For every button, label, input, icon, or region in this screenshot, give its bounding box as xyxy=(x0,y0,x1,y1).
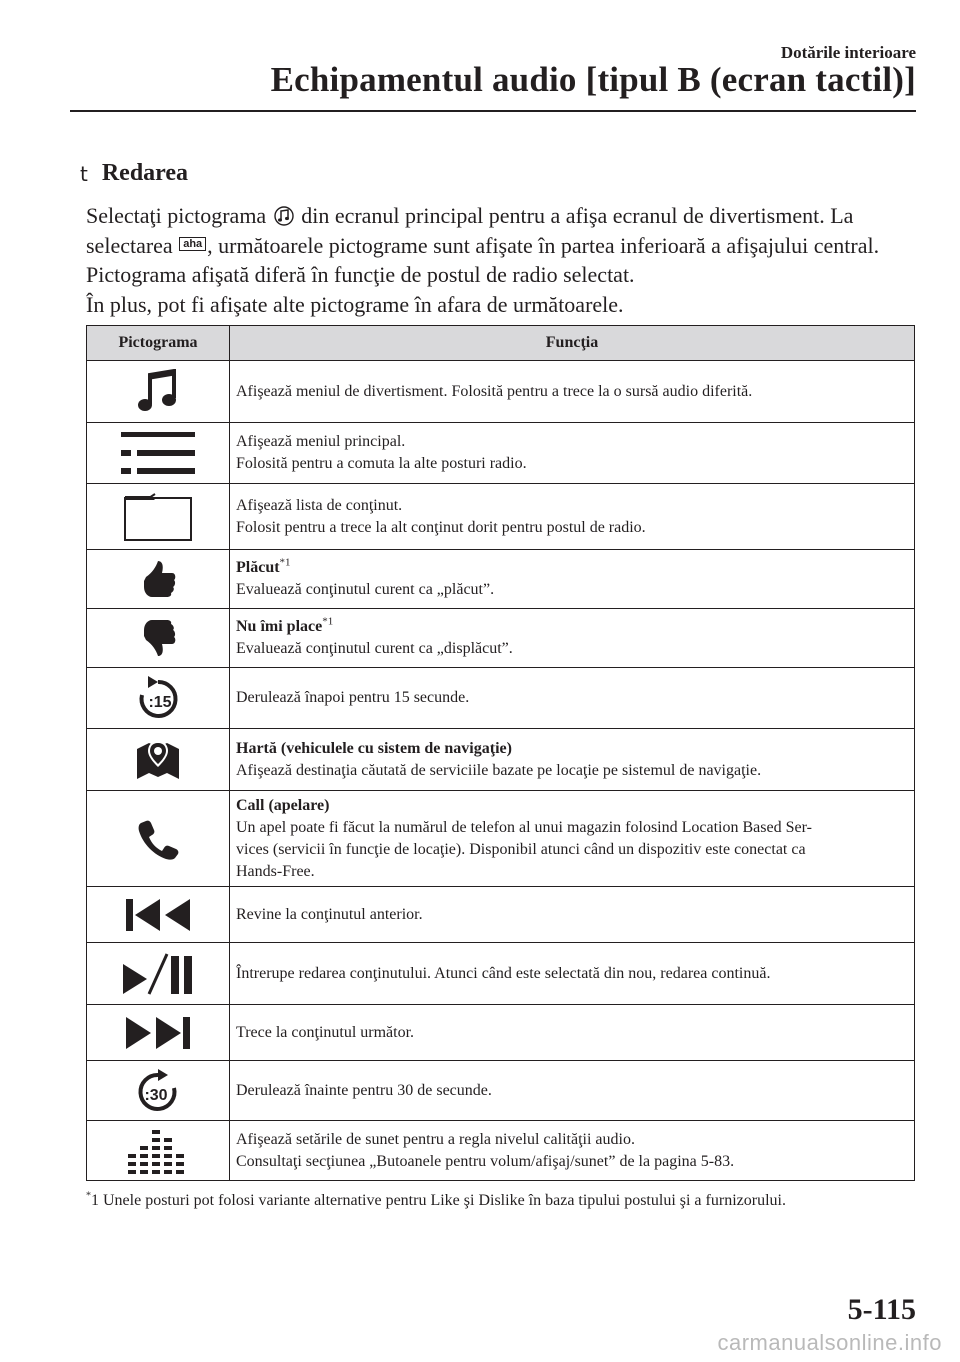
forward-30-label: :30 xyxy=(144,1086,168,1104)
function-cell xyxy=(230,1121,915,1181)
section-heading-text: Redarea xyxy=(101,160,189,186)
function-text: Un apel poate fi făcut la numărul de telefon al unui magazin folosind Location Based Ser- xyxy=(236,818,812,836)
table-header-row xyxy=(87,326,915,361)
function-text: Afişează destinaţia căutată de serviciile bazate pe locaţie pe sistemul de navigaţie. xyxy=(236,761,762,779)
map-pin-icon xyxy=(135,737,181,783)
footnote xyxy=(86,1192,786,1210)
function-cell xyxy=(230,729,915,791)
table-row xyxy=(87,668,915,729)
table-row xyxy=(87,609,915,668)
folder-icon xyxy=(123,492,193,542)
icon-cell xyxy=(87,1005,230,1061)
function-title: Hartă (vehiculele cu sistem de navigaţie) xyxy=(236,739,512,757)
icon-cell xyxy=(87,1061,230,1121)
column-header-icon: Pictograma xyxy=(87,326,230,361)
list-menu-icon xyxy=(119,430,197,476)
function-cell xyxy=(230,791,915,887)
function-table xyxy=(86,325,915,1181)
icon-cell xyxy=(87,361,230,423)
function-text: Evaluează conţinutul curent ca „plăcut”. xyxy=(236,581,495,598)
column-header-function: Funcţia xyxy=(230,326,915,361)
footnote-ref: *1 xyxy=(279,556,291,569)
function-title xyxy=(236,557,908,579)
running-header-section: Dotările interioare xyxy=(780,43,916,62)
function-text: Folosit pentru a trece la alt conţinut dorit pentru postul de radio. xyxy=(236,518,646,536)
skip-back-icon xyxy=(124,897,192,933)
function-text: Afişează lista de conţinut. xyxy=(236,496,403,514)
intro-line-1 xyxy=(86,201,926,231)
section-heading xyxy=(80,160,188,187)
function-text: Întrerupe redarea conţinutului. Atunci când este selectată din nou, redarea continuă. xyxy=(236,964,771,982)
footnote-mark: * xyxy=(86,1190,91,1202)
table-row xyxy=(87,1061,915,1121)
intro-paragraph xyxy=(86,201,926,319)
icon-cell xyxy=(87,668,230,729)
play-pause-icon xyxy=(121,952,195,996)
section-bullet: t xyxy=(80,161,88,186)
function-cell xyxy=(230,423,915,484)
page-number: 5-115 xyxy=(847,1293,916,1326)
sound-settings-icon xyxy=(126,1128,190,1174)
icon-cell xyxy=(87,423,230,484)
function-text: Trece la conţinutul următor. xyxy=(236,1023,415,1041)
table-row xyxy=(87,791,915,887)
table-row xyxy=(87,943,915,1005)
icon-cell xyxy=(87,791,230,887)
page-title: Echipamentul audio [tipul B (ecran tactil)] xyxy=(270,60,916,99)
function-text: Hands-Free. xyxy=(236,862,315,880)
function-text: Evaluează conţinutul curent ca „displăcut”. xyxy=(236,640,513,657)
intro-line-3: Pictograma afişată diferă în funcţie de postul de radio selectat. xyxy=(86,262,635,287)
icon-cell xyxy=(87,550,230,609)
thumbs-down-icon xyxy=(138,618,178,658)
function-cell xyxy=(230,1005,915,1061)
function-cell xyxy=(230,609,915,668)
table-row xyxy=(87,1121,915,1181)
function-text: Afişează meniul de divertisment. Folosită pentru a trece la o sursă audio diferită. xyxy=(236,382,753,400)
icon-cell xyxy=(87,729,230,791)
intro-line-4: În plus, pot fi afişate alte pictograme în afara de următoarele. xyxy=(86,291,624,317)
function-title xyxy=(236,616,908,638)
function-title: Call (apelare) xyxy=(236,796,330,814)
function-text: vices (servicii în funcţie de locaţie). Disponibil atunci când un dispozitiv este conectat ca xyxy=(236,840,806,858)
function-cell xyxy=(230,361,915,423)
function-title-text: Nu îmi place xyxy=(236,618,323,635)
icon-cell xyxy=(87,609,230,668)
footnote-ref: *1 xyxy=(322,615,334,628)
intro-line-2 xyxy=(86,231,926,261)
phone-icon xyxy=(136,817,180,861)
forward-30-icon xyxy=(135,1068,181,1114)
aha-badge: aha xyxy=(179,237,206,251)
table-row xyxy=(87,729,915,791)
icon-cell xyxy=(87,1121,230,1181)
rewind-15-label: :15 xyxy=(148,694,172,711)
thumbs-up-icon xyxy=(138,559,178,599)
table-row xyxy=(87,1005,915,1061)
function-cell xyxy=(230,668,915,729)
table-row xyxy=(87,484,915,550)
icon-cell xyxy=(87,484,230,550)
intro-text: selectarea xyxy=(86,232,179,258)
rewind-15-icon xyxy=(135,675,181,721)
entertainment-music-icon xyxy=(274,205,294,227)
icon-cell xyxy=(87,943,230,1005)
function-cell xyxy=(230,1061,915,1121)
icon-cell xyxy=(87,887,230,943)
function-text: Folosită pentru a comuta la alte posturi radio. xyxy=(236,455,527,472)
table-row xyxy=(87,550,915,609)
function-title-text: Plăcut xyxy=(236,559,280,576)
function-cell xyxy=(230,550,915,609)
table-row xyxy=(87,887,915,943)
function-text: Revine la conţinutul anterior. xyxy=(236,905,423,923)
function-cell xyxy=(230,887,915,943)
intro-text: din ecranul principal pentru a afişa ecranul de divertisment. La xyxy=(295,203,854,228)
function-cell xyxy=(230,484,915,550)
table-row xyxy=(87,361,915,423)
intro-text: , următoarele pictograme sunt afişate în partea inferioară a afişajului central. xyxy=(207,232,880,258)
function-text: Consultaţi secţiunea „Butoanele pentru volum/afişaj/sunet” de la pagina 5-83. xyxy=(236,1152,735,1170)
table-row xyxy=(87,423,915,484)
function-text: Derulează înainte pentru 30 de secunde. xyxy=(236,1081,492,1099)
intro-text: Selectaţi pictograma xyxy=(86,203,272,228)
function-text: Afişează setările de sunet pentru a regla nivelul calităţii audio. xyxy=(236,1130,635,1148)
footnote-text: 1 Unele posturi pot folosi variante alternative pentru Like şi Dislike în baza tipului postului şi a furnizorului. xyxy=(91,1192,786,1209)
header-rule xyxy=(70,110,916,112)
function-text: Afişează meniul principal. xyxy=(236,433,406,450)
function-cell xyxy=(230,943,915,1005)
skip-forward-icon xyxy=(124,1015,192,1051)
watermark: carmanualsonline.info xyxy=(717,1330,942,1355)
function-text: Derulează înapoi pentru 15 secunde. xyxy=(236,689,470,706)
music-note-icon xyxy=(138,369,178,415)
